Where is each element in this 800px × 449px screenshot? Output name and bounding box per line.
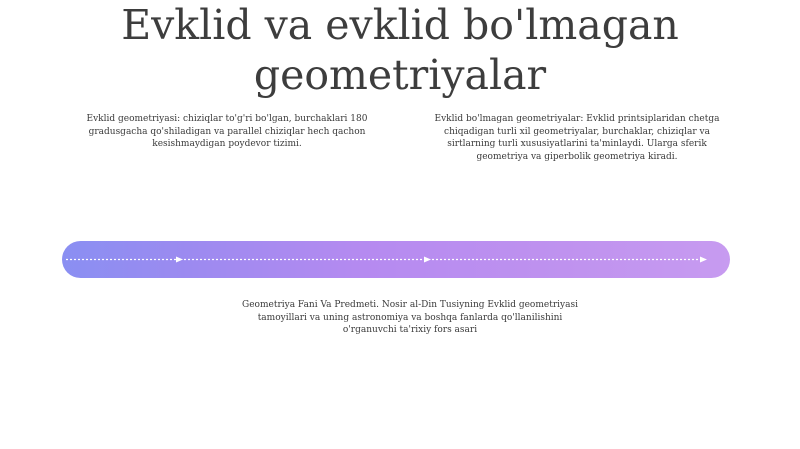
timeline-arrows <box>62 241 730 278</box>
title-line-1: Evklid va evklid bo'lmagan <box>121 1 679 49</box>
item-description-euclidean: Evklid geometriyasi: chiziqlar to'g'ri bo'lgan, burchaklari 180 gradusgacha qo'shiladigan va parallel chiziqlar hech qachon kesishmaydigan poydevor tizimi. <box>86 114 368 149</box>
title-line-2: geometriyalar <box>253 51 547 99</box>
item-description-non-euclidean: Evklid bo'lmagan geometriyalar: Evklid printsiplaridan chetga chiqadigan turli xil geometriyalar, burchaklar, chiziqlar va sirtlarning turli xususiyatlarini ta'minlaydi. Ularga sferik geometriya va giperbolik geometriya kiradi. <box>434 114 720 162</box>
item-description-tusi: Geometriya Fani Va Predmeti. Nosir al-Din Tusiyning Evklid geometriyasi tamoyillari va uning astronomiya va boshqa fanlarda qo'llanilishini o'rganuvchi ta'rixiy fors asari <box>242 300 578 335</box>
arrow-head-icon <box>424 257 431 263</box>
arrow-head-icon <box>176 257 183 263</box>
arrow-head-icon <box>700 257 707 263</box>
timeline-bar <box>62 241 730 278</box>
page-title <box>0 0 800 100</box>
